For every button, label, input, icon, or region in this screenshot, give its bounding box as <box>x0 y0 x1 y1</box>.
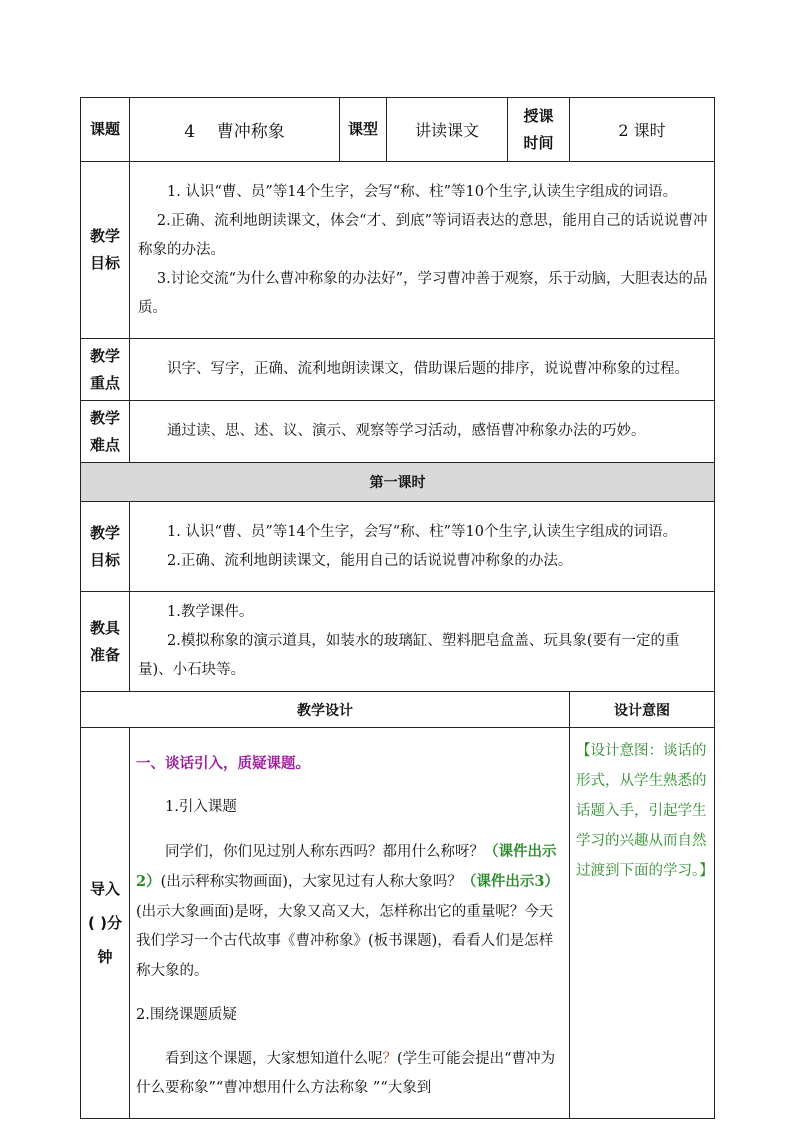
tool-2: 2.模拟称象的演示道具，如装水的玻璃缸、塑料肥皂盒盖、玩具象(要有一定的重量)、小石块等。 <box>138 633 680 678</box>
lesson-goals-label-1: 教学 <box>89 523 120 542</box>
tools-text <box>130 592 715 692</box>
difficulty-row <box>81 401 715 463</box>
tool-1: 1.教学课件。 <box>167 604 254 620</box>
time-value: 2 课时 <box>570 98 715 162</box>
focus-text <box>130 339 715 401</box>
stage-label-2: ( )分 <box>88 914 122 932</box>
design-header-row <box>81 692 715 728</box>
overall-goals-text <box>130 162 715 339</box>
lesson-goal-2: 2.正确、流利地朗读课文，能用自己的话说说曹冲称象的办法。 <box>167 552 573 569</box>
overall-goals-label-1: 教学 <box>89 227 120 245</box>
label-time <box>508 98 570 162</box>
difficulty-label <box>81 401 130 463</box>
p2-text-a: 看到这个课题，大家想知道什么呢 <box>165 1050 383 1067</box>
p1-text-c: (出示大象画面)是呀，大象又高又大，怎样称出它的重量呢？今天我们学习一个古代故事《曹冲称象》(板书课题)，看看人们是怎样称大象的。 <box>136 903 554 979</box>
label-time-line2: 时间 <box>523 133 554 152</box>
difficulty-label-2: 难点 <box>89 435 120 454</box>
focus-label-2: 重点 <box>89 373 120 392</box>
lesson-title: 曹冲称象 <box>216 122 285 142</box>
label-course: 课题 <box>81 98 130 162</box>
first-lesson-band-row <box>81 463 715 502</box>
p1-text-a: 同学们，你们见过别人称东西吗？都用什么称呀？ <box>165 843 484 860</box>
lesson-title-cell <box>130 98 340 162</box>
lesson-goals-text <box>130 502 715 592</box>
lesson-goals-label <box>81 502 130 592</box>
lesson-plan-table <box>80 97 715 1119</box>
col-intent-header: 设计意图 <box>570 692 715 728</box>
p2-question-mark: ？ <box>382 1050 397 1067</box>
ppt-cue-3: （课件出示3） <box>461 873 559 890</box>
lesson-number: 4 <box>184 122 196 142</box>
tools-label-1: 教具 <box>89 618 120 637</box>
step-2-paragraph <box>136 1045 563 1104</box>
lesson-goals-row <box>81 502 715 592</box>
overall-goals-row <box>81 162 715 339</box>
overall-goal-1: 1. 认识“曹、员”等14个生字，会写“称、柱”等10个生字,认读生字组成的词语。 <box>167 183 678 200</box>
design-content-row <box>81 728 715 1119</box>
overall-goals-label-2: 目标 <box>89 254 120 272</box>
step-1-heading: 1.引入课题 <box>165 798 237 815</box>
lesson-goals-label-2: 目标 <box>89 550 120 569</box>
stage-label-1: 导入 <box>89 880 120 898</box>
difficulty-content: 通过读、思、述、议、演示、观察等学习活动，感悟曹冲称象办法的巧妙。 <box>167 423 646 439</box>
overall-goal-2: 2.正确、流利地朗读课文，体会“才、到底”等词语表达的意思，能用自己的话说说曹冲称象的办法。 <box>138 212 708 258</box>
label-time-line1: 授课 <box>523 106 554 125</box>
ppt-cue-2: （课件出示2） <box>136 842 557 890</box>
focus-label-1: 教学 <box>89 346 120 365</box>
step-2-heading: 2.围绕课题质疑 <box>136 1006 237 1023</box>
tools-row <box>81 592 715 692</box>
overall-goals-label <box>81 162 130 339</box>
difficulty-text <box>130 401 715 463</box>
first-lesson-band: 第一课时 <box>81 463 715 502</box>
p2-text-b: (学生可能会提出“曹冲为什么要称象”“曹冲想用什么方法称象 ”“大象到 <box>136 1050 556 1096</box>
focus-row <box>81 339 715 401</box>
p1-text-b: (出示秤称实物画面)，大家见过有人称大象吗？ <box>160 874 462 890</box>
focus-label <box>81 339 130 401</box>
design-content <box>130 728 570 1119</box>
col-design-header: 教学设计 <box>81 692 570 728</box>
label-type: 课型 <box>340 98 387 162</box>
type-value: 讲读课文 <box>387 98 508 162</box>
focus-content: 识字、写字，正确、流利地朗读课文，借助课后题的排序，说说曹冲称象的过程。 <box>167 361 689 377</box>
tools-label-2: 准备 <box>89 645 120 664</box>
tools-label <box>81 592 130 692</box>
section-heading: 一、谈话引入，质疑课题。 <box>136 754 310 772</box>
header-row <box>81 98 715 162</box>
difficulty-label-1: 教学 <box>89 408 120 427</box>
step-1-paragraph <box>136 837 563 987</box>
stage-label-3: 钟 <box>97 948 113 966</box>
lesson-goal-1: 1. 认识“曹、员”等14个生字，会写“称、柱”等10个生字,认读生字组成的词语。 <box>167 523 678 540</box>
overall-goal-3: 3.讨论交流“为什么曹冲称象的办法好”，学习曹冲善于观察，乐于动脑，大胆表达的品质。 <box>138 270 708 316</box>
intent-note: 【设计意图：谈话的形式，从学生熟悉的话题入手，引起学生学习的兴趣从而自然过渡到下面的学习。】 <box>570 728 715 1119</box>
stage-label <box>81 728 130 1119</box>
